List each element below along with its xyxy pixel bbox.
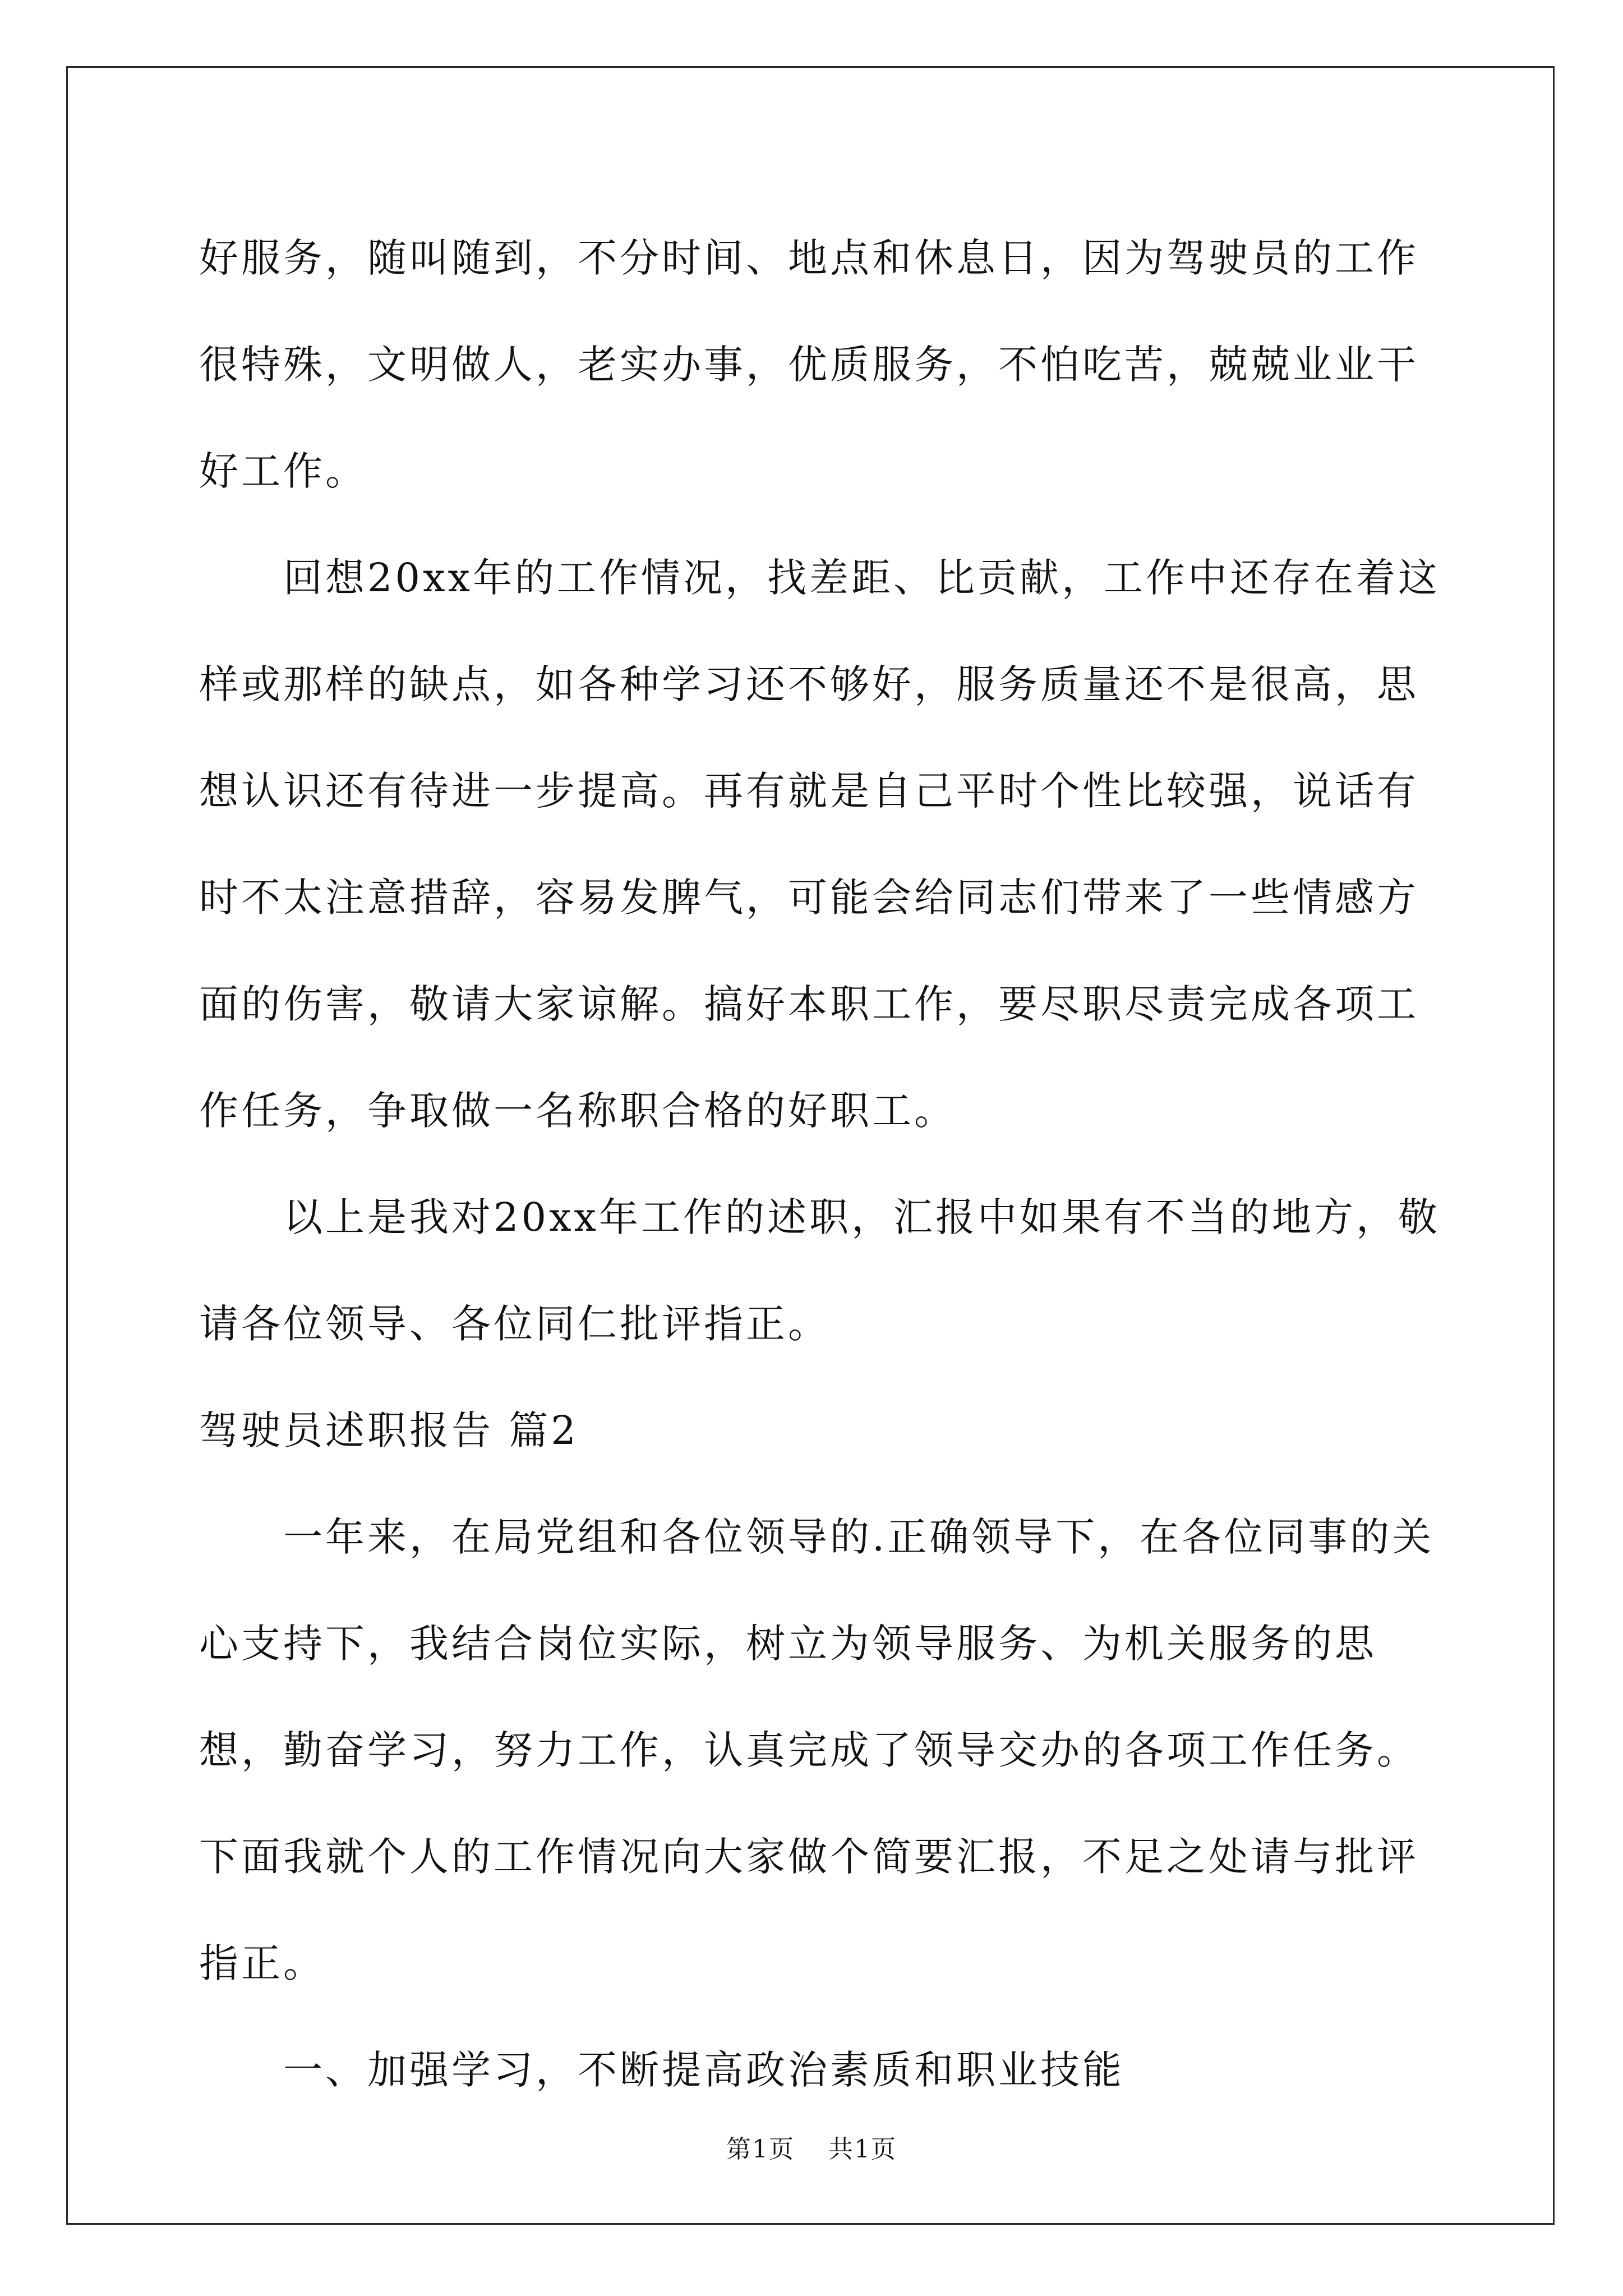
page-footer [0,2129,1623,2165]
paragraph: 好服务，随叫随到，不分时间、地点和休息日，因为驾驶员的工作很特殊，文明做人，老实办事，优质服务，不怕吃苦，兢兢业业干好工作。 [199,235,1419,494]
paragraph: 以上是我对20xx年工作的述职，汇报中如果有不当的地方，敬请各位领导、各位同仁批评指正。 [199,1194,1441,1347]
page-total: 共1页 [828,2135,897,2164]
paragraph: 回想20xx年的工作情况，找差距、比贡献，工作中还存在着这样或那样的缺点，如各种学习还不够好，服务质量还不是很高，思想认识还有待进一步提高。再有就是自己平时个性比较强，说话有时不太注意措辞，容易发脾气，可能会给同志们带来了一些情感方面的伤害，敬请大家谅解。搞好本职工作，要尽职尽责完成各项工作任务，争取做一名称职合格的好职工。 [199,555,1441,1134]
page-number: 第1页 [726,2135,795,2164]
paragraph: 一年来，在局党组和各位领导的.正确领导下，在各位同事的关心支持下，我结合岗位实际，树立为领导服务、为机关服务的思想，勤奋学习，努力工作，认真完成了领导交办的各项工作任务。下面我就个人的工作情况向大家做个简要汇报，不足之处请与批评指正。 [199,1514,1435,1986]
section-heading: 驾驶员述职报告 篇2 [199,1407,579,1453]
document-body [199,205,1455,2123]
subheading: 一、加强学习，不断提高政治素质和职业技能 [283,2047,1124,2093]
